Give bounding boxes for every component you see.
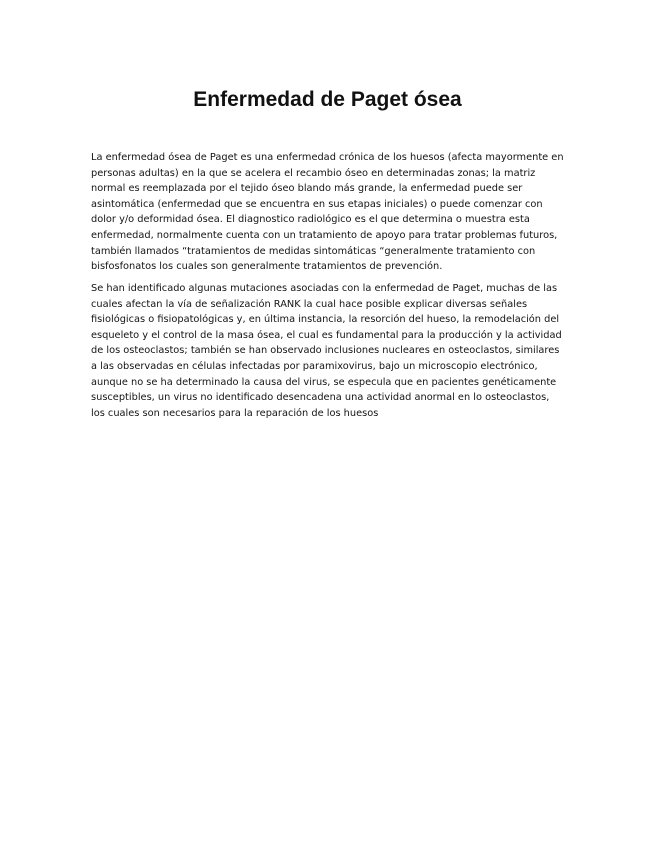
document-title: Enfermedad de Paget ósea	[193, 88, 462, 111]
paragraph-2: Se han identificado algunas mutaciones asociadas con la enfermedad de Paget, muchas de las cuales afectan la vía de señalización RANK la cual hace posible explicar diversas señales fisiológicas o fisiopatológicas y, en última instancia, la resorción del hueso, la remodelación del esqueleto y el control de la masa ósea, el cual es fundamental para la producción y la actividad de los osteoclastos; también se han observado inclusiones nucleares en osteoclastos, similares a las observadas en células infectadas por paramixovirus, bajo un microscopio electrónico, aunque no se ha determinado la causa del virus, se especula que en pacientes genéticamente susceptibles, un virus no identificado desencadena una actividad anormal en lo osteoclastos, los cuales son necesarios para la reparación de los huesos	[91, 283, 562, 419]
paragraph-1: La enfermedad ósea de Paget es una enfermedad crónica de los huesos (afecta mayormente en personas adultas) en la que se acelera el recambio óseo en determinadas zonas; la matriz normal es reemplazada por el tejido óseo blando más grande, la enfermedad puede ser asintomática (enfermedad que se encuentra en sus etapas iniciales) o puede comenzar con dolor y/o deformidad ósea. El diagnostico radiológico es el que determina o muestra esta enfermedad, normalmente cuenta con un tratamiento de apoyo para tratar problemas futuros, también llamados “tratamientos de medidas sintomáticas “generalmente tratamiento con bisfosfonatos los cuales son generalmente tratamientos de prevención.	[91, 152, 564, 273]
